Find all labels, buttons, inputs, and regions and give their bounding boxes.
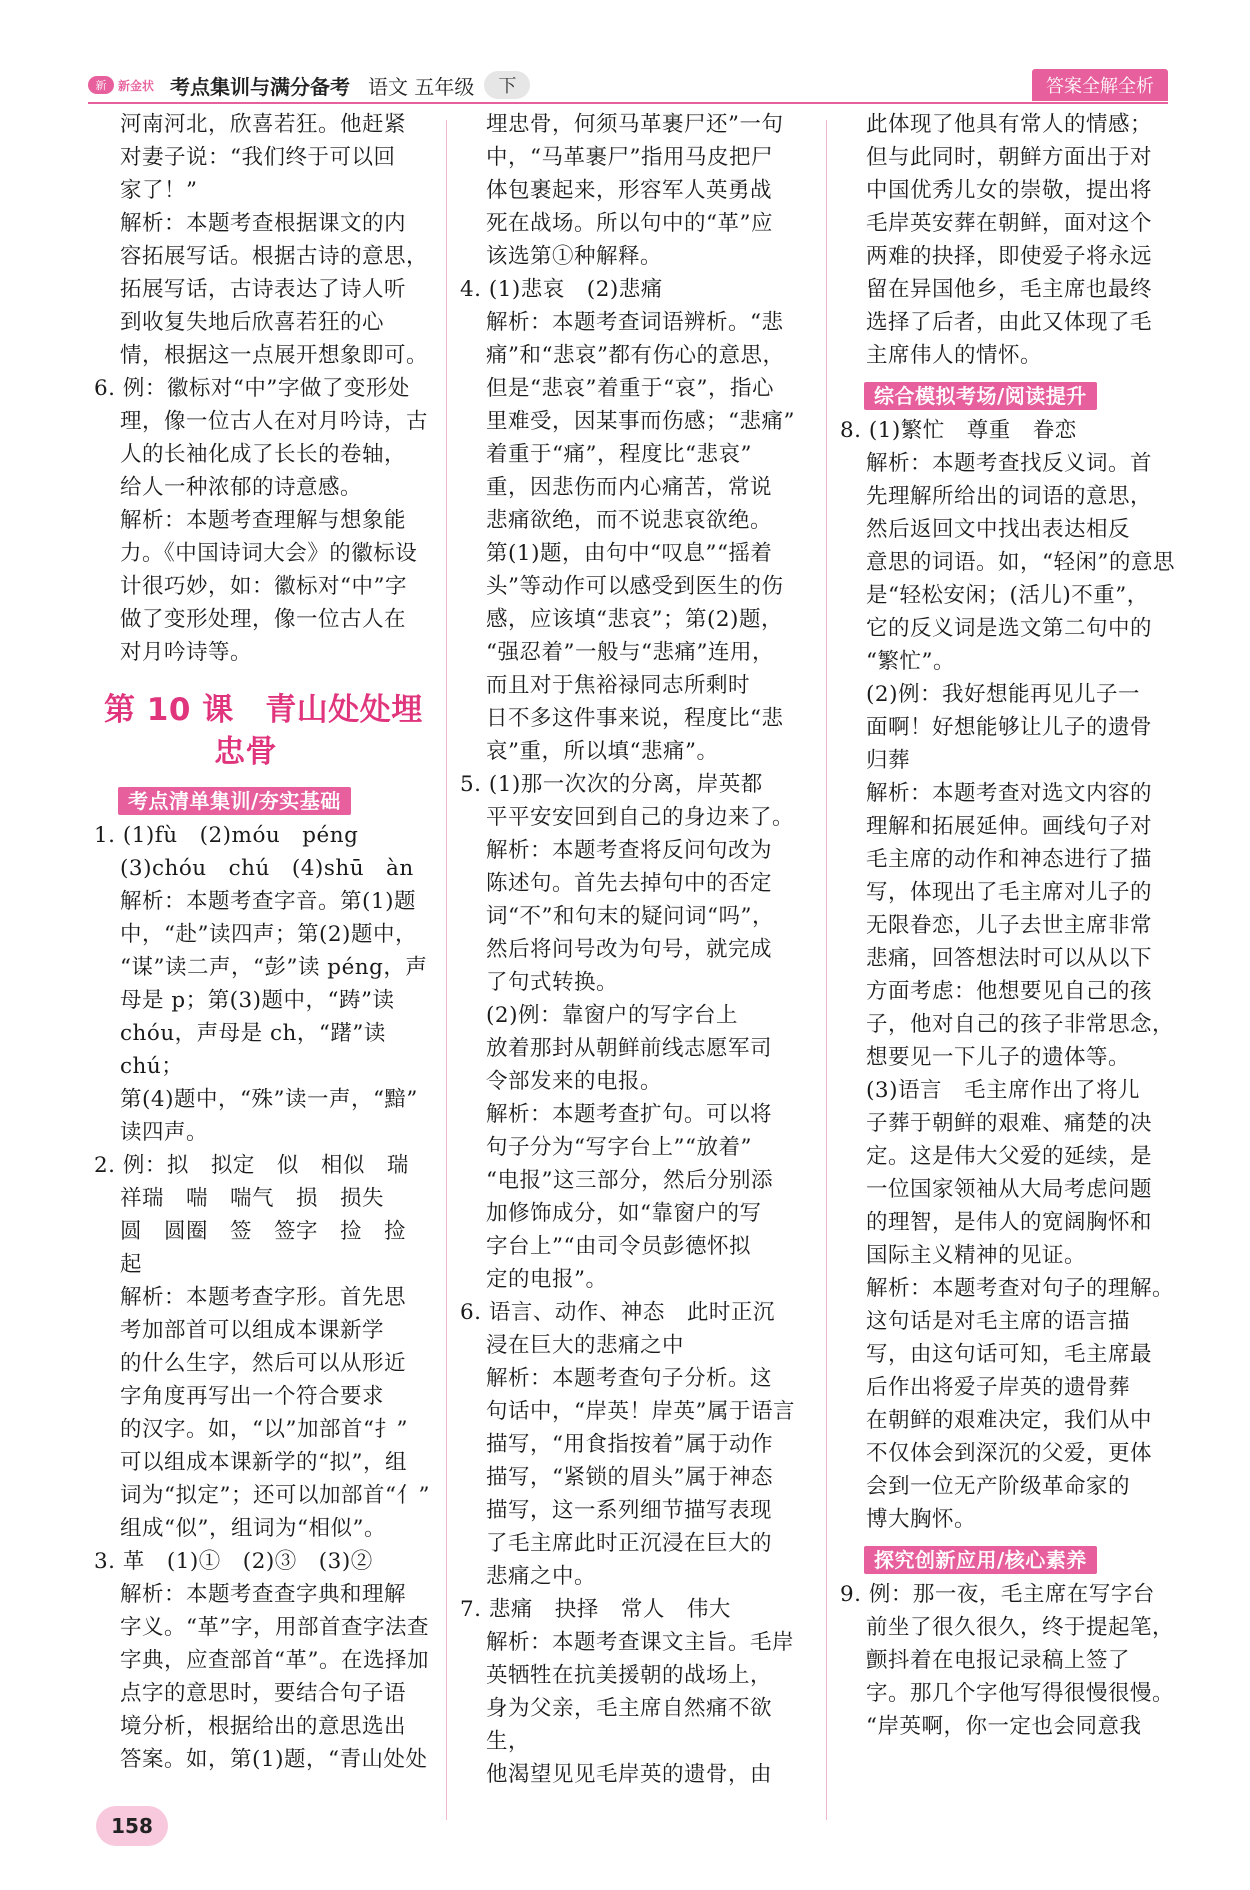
- text-line: 2. 例：拟 拟定 似 相似 瑞: [94, 1153, 409, 1178]
- text-line: 里难受，因某事而伤感；“悲痛”: [486, 409, 795, 434]
- text-line: 加修饰成分，如“靠窗户的写: [486, 1201, 762, 1226]
- answer-tag: 答案全解全析: [1032, 69, 1168, 101]
- text-line: 悲痛欲绝，而不说悲哀欲绝。: [486, 508, 773, 533]
- text-line: 5. (1)那一次次的分离，岸英都: [460, 772, 763, 797]
- text-line: (3)语言 毛主席作出了将儿: [866, 1078, 1140, 1103]
- text-line: 毛主席的动作和神态进行了描: [866, 847, 1153, 872]
- column-2: [460, 108, 800, 1818]
- text-line: “电报”这三部分，然后分别添: [486, 1168, 773, 1193]
- text-line: “繁忙”。: [866, 649, 955, 674]
- book-title: 考点集训与满分备考: [170, 74, 351, 99]
- text-line: 定。这是伟大父爱的延续，是: [866, 1144, 1153, 1169]
- text-line: 句话中，“岸英！岸英”属于语言: [486, 1399, 795, 1424]
- text-line: 河南河北，欣喜若狂。他赶紧: [120, 112, 407, 137]
- text-line: (2)例：靠窗户的写字台上: [486, 1003, 738, 1028]
- text-line: 着重于“痛”，程度比“悲哀”: [486, 442, 752, 467]
- text-line: 解析：本题考查根据课文的内: [120, 211, 407, 236]
- text-line: 这句话是对毛主席的语言描: [866, 1309, 1131, 1334]
- text-line: 第(1)题，由句中“叹息”“摇着: [486, 541, 773, 566]
- text-line: 英牺牲在抗美援朝的战场上，: [486, 1663, 773, 1688]
- text-line: 死在战场。所以句中的“革”应: [486, 211, 773, 236]
- text-line: 是“轻松安闲；(活儿)不重”，: [866, 583, 1149, 608]
- text-line: 7. 悲痛 抉择 常人 伟大: [460, 1597, 731, 1622]
- text-line: 方面考虑：他想要见自己的孩: [866, 979, 1153, 1004]
- text-line: 放着那封从朝鲜前线志愿军司: [486, 1036, 773, 1061]
- subject-grade: 语文 五年级: [368, 74, 475, 99]
- text-line: 人的长袖化成了长长的卷轴，: [120, 442, 407, 467]
- text-line: 1. (1)fù (2)móu péng: [94, 823, 359, 848]
- text-line: 然后将问号改为句号，就完成: [486, 937, 773, 962]
- text-line: 情，根据这一点展开想象即可。: [120, 343, 429, 368]
- text-line: 定的电报”。: [486, 1267, 608, 1292]
- text-line: 解析：本题考查扩句。可以将: [486, 1102, 773, 1127]
- text-line: 无限眷恋，儿子去世主席非常: [866, 913, 1153, 938]
- column-3-text-a: [840, 108, 1180, 372]
- column-3-text-b: [840, 414, 1180, 1536]
- text-line: 了毛主席此时正沉浸在巨大的: [486, 1531, 773, 1556]
- text-line: 3. 革 (1)① (2)③ (3)②: [94, 1549, 373, 1574]
- logo-text: 新金状: [118, 78, 155, 93]
- text-line: 家了！”: [120, 178, 198, 203]
- text-line: 平平安安回到自己的身边来了。: [486, 805, 795, 830]
- text-line: 先理解所给出的词语的意思，: [866, 484, 1153, 509]
- column-3: [840, 108, 1180, 1818]
- lesson-title-line2: 忠骨: [214, 734, 277, 770]
- column-divider: [446, 120, 447, 1820]
- text-line: 4. (1)悲哀 (2)悲痛: [460, 277, 663, 302]
- text-line: 归葬: [866, 748, 911, 773]
- text-line: 力。《中国诗词大会》的徽标设: [120, 541, 418, 566]
- text-line: 第(4)题中，“殊”读一声，“黯”: [120, 1087, 418, 1112]
- text-line: 在朝鲜的艰难决定，我们从中: [866, 1408, 1153, 1433]
- text-line: 会到一位无产阶级革命家的: [866, 1474, 1131, 1499]
- text-line: 陈述句。首先去掉句中的否定: [486, 871, 773, 896]
- text-line: 不仅体会到深沉的父爱，更体: [866, 1441, 1153, 1466]
- text-line: 解析：本题考查字形。首先思: [120, 1285, 407, 1310]
- column-2-text: [460, 108, 800, 1791]
- section-banner-basics: 考点清单集训/夯实基础: [118, 787, 351, 815]
- text-line: 该选第①种解释。: [486, 244, 663, 269]
- text-line: 面啊！好想能够让儿子的遗骨: [866, 715, 1153, 740]
- text-line: 解析：本题考查找反义词。首: [866, 451, 1153, 476]
- text-line: 给人一种浓郁的诗意感。: [120, 475, 363, 500]
- text-line: 组成“似”，组词为“相似”。: [120, 1516, 386, 1541]
- text-line: 的汉字。如，“以”加部首“扌”: [120, 1417, 408, 1442]
- text-line: 两难的抉择，即使爱子将永远: [866, 244, 1153, 269]
- text-line: 的什么生字，然后可以从形近: [120, 1351, 407, 1376]
- text-line: 解析：本题考查将反问句改为: [486, 838, 773, 863]
- text-line: 6. 例：徽标对“中”字做了变形处: [94, 376, 410, 401]
- text-line: “谋”读二声，“彭”读 péng，声: [120, 955, 428, 980]
- term-badge: 下: [484, 71, 530, 99]
- text-line: 中国优秀儿女的崇敬，提出将: [866, 178, 1153, 203]
- text-line: 可以组成本课新学的“拟”，组: [120, 1450, 407, 1475]
- text-line: 句子分为“写字台上”“放着”: [486, 1135, 752, 1160]
- text-line: 字角度再写出一个符合要求: [120, 1384, 385, 1409]
- text-line: 解析：本题考查句子分析。这: [486, 1366, 773, 1391]
- text-line: 悲痛，回答想法时可以从以下: [866, 946, 1153, 971]
- text-line: 词为“拟定”；还可以加部首“亻”: [120, 1483, 430, 1508]
- text-line: 了句式转换。: [486, 970, 619, 995]
- text-line: 到收复失地后欣喜若狂的心: [120, 310, 385, 335]
- text-line: 哀”重，所以填“悲痛”。: [486, 739, 719, 764]
- text-line: 8. (1)繁忙 尊重 眷恋: [840, 418, 1077, 443]
- text-line: 子，他对自己的孩子非常思念，: [866, 1012, 1175, 1037]
- text-line: 毛岸英安葬在朝鲜，面对这个: [866, 211, 1153, 236]
- text-line: 一位国家领袖从大局考虑问题: [866, 1177, 1153, 1202]
- text-line: 悲痛之中。: [486, 1564, 597, 1589]
- page-number: 158: [96, 1806, 168, 1846]
- text-line: 日不多这件事来说，程度比“悲: [486, 706, 784, 731]
- text-line: 描写，“紧锁的眉头”属于神态: [486, 1465, 773, 1490]
- text-line: 主席伟人的情怀。: [866, 343, 1043, 368]
- text-line: 祥瑞 喘 喘气 损 损失: [120, 1186, 385, 1211]
- text-line: 痛”和“悲哀”都有伤心的意思，: [486, 343, 785, 368]
- text-line: 描写，“用食指按着”属于动作: [486, 1432, 773, 1457]
- text-line: 计很巧妙，如：徽标对“中”字: [120, 574, 407, 599]
- text-line: 但是“悲哀”着重于“哀”，指心: [486, 376, 774, 401]
- text-line: 意思的词语。如，“轻闲”的意思: [866, 550, 1175, 575]
- lesson-title-line1: 第 10 课 青山处处埋: [104, 692, 423, 728]
- text-line: 解析：本题考查查字典和理解: [120, 1582, 407, 1607]
- text-line: 字典，应查部首“革”。在选择加: [120, 1648, 429, 1673]
- text-line: 母是 p；第(3)题中，“踌”读: [120, 988, 395, 1013]
- text-line: 9. 例：那一夜，毛主席在写字台: [840, 1582, 1155, 1607]
- column-1-text-a: [94, 108, 434, 669]
- text-line: 解析：本题考查对选文内容的: [866, 781, 1153, 806]
- section-banner-reading: 综合模拟考场/阅读提升: [864, 382, 1097, 410]
- text-line: 解析：本题考查课文主旨。毛岸: [486, 1630, 795, 1655]
- text-line: “强忍着”一般与“悲痛”连用，: [486, 640, 774, 665]
- text-line: 词“不”和句末的疑问词“吗”，: [486, 904, 774, 929]
- text-line: 的理智，是伟人的宽阔胸怀和: [866, 1210, 1153, 1235]
- text-line: 解析：本题考查理解与想象能: [120, 508, 407, 533]
- text-line: 字。那几个字他写得很慢很慢。: [866, 1681, 1175, 1706]
- text-line: 起: [120, 1252, 143, 1277]
- text-line: 写，体现出了毛主席对儿子的: [866, 880, 1153, 905]
- text-line: 想要见一下儿子的遗体等。: [866, 1045, 1131, 1070]
- text-line: 字台上”“由司令员彭德怀拟: [486, 1234, 751, 1259]
- text-line: 圆 圆圈 签 签字 捡 捡: [120, 1219, 407, 1244]
- text-line: 中，“赴”读四声；第(2)题中，: [120, 922, 417, 947]
- text-line: 但与此同时，朝鲜方面出于对: [866, 145, 1153, 170]
- text-line: 理解和拓展延伸。画线句子对: [866, 814, 1153, 839]
- publisher-logo: [88, 76, 154, 94]
- text-line: 它的反义词是选文第二句中的: [866, 616, 1153, 641]
- column-3-text-c: [840, 1578, 1180, 1743]
- text-line: 点字的意思时，要结合句子语: [120, 1681, 407, 1706]
- text-line: (2)例：我好想能再见儿子一: [866, 682, 1140, 707]
- lesson-title: [104, 689, 434, 773]
- text-line: 国际主义精神的见证。: [866, 1243, 1087, 1268]
- text-line: 身为父亲，毛主席自然痛不欲生，: [486, 1696, 773, 1754]
- text-line: 解析：本题考查词语辨析。“悲: [486, 310, 784, 335]
- text-line: (3)chóu chú (4)shū àn: [120, 856, 414, 881]
- text-line: 而且对于焦裕禄同志所剩时: [486, 673, 751, 698]
- text-line: 重，因悲伤而内心痛苦，常说: [486, 475, 773, 500]
- text-line: “岸英啊，你一定也会同意我: [866, 1714, 1142, 1739]
- text-line: chóu，声母是 ch，“躇”读 chú；: [120, 1021, 386, 1079]
- text-line: 感，应该填“悲哀”；第(2)题，: [486, 607, 783, 632]
- logo-mark: 新: [88, 76, 114, 94]
- text-line: 颤抖着在电报记录稿上签了: [866, 1648, 1131, 1673]
- text-line: 然后返回文中找出表达相反: [866, 517, 1131, 542]
- text-line: 后作出将爱子岸英的遗骨葬: [866, 1375, 1131, 1400]
- text-line: 令部发来的电报。: [486, 1069, 663, 1094]
- text-line: 对月吟诗等。: [120, 640, 253, 665]
- text-line: 理，像一位古人在对月吟诗，古: [120, 409, 429, 434]
- text-line: 他渴望见见毛岸英的遗骨，由: [486, 1762, 773, 1787]
- text-line: 考加部首可以组成本课新学: [120, 1318, 385, 1343]
- text-line: 写，由这句话可知，毛主席最: [866, 1342, 1153, 1367]
- text-line: 解析：本题考查对句子的理解。: [866, 1276, 1175, 1301]
- section-banner-innovation: 探究创新应用/核心素养: [864, 1546, 1097, 1574]
- text-line: 体包裹起来，形容军人英勇战: [486, 178, 773, 203]
- text-line: 对妻子说：“我们终于可以回: [120, 145, 396, 170]
- text-line: 境分析，根据给出的意思选出: [120, 1714, 407, 1739]
- text-line: 中，“马革裹尸”指用马皮把尸: [486, 145, 773, 170]
- text-line: 字义。“革”字，用部首查字法查: [120, 1615, 429, 1640]
- text-line: 6. 语言、动作、神态 此时正沉: [460, 1300, 775, 1325]
- text-line: 此体现了他具有常人的情感；: [866, 112, 1153, 137]
- text-line: 读四声。: [120, 1120, 209, 1145]
- text-line: 做了变形处理，像一位古人在: [120, 607, 407, 632]
- page-header: [88, 68, 1168, 104]
- text-line: 容拓展写话。根据古诗的意思，: [120, 244, 429, 269]
- text-line: 博大胸怀。: [866, 1507, 977, 1532]
- text-line: 答案。如，第(1)题，“青山处处: [120, 1747, 428, 1772]
- text-line: 头”等动作可以感受到医生的伤: [486, 574, 784, 599]
- text-line: 解析：本题考查字音。第(1)题: [120, 889, 416, 914]
- text-line: 拓展写话，古诗表达了诗人听: [120, 277, 407, 302]
- column-divider: [826, 120, 827, 1820]
- text-line: 留在异国他乡，毛主席也最终: [866, 277, 1153, 302]
- text-line: 浸在巨大的悲痛之中: [486, 1333, 685, 1358]
- column-1-text-b: [94, 819, 434, 1776]
- text-line: 埋忠骨，何须马革裹尸还”一句: [486, 112, 784, 137]
- text-line: 描写，这一系列细节描写表现: [486, 1498, 773, 1523]
- column-1: [94, 108, 434, 1818]
- text-line: 前坐了很久很久，终于提起笔，: [866, 1615, 1175, 1640]
- text-line: 选择了后者，由此又体现了毛: [866, 310, 1153, 335]
- text-line: 子葬于朝鲜的艰难、痛楚的决: [866, 1111, 1153, 1136]
